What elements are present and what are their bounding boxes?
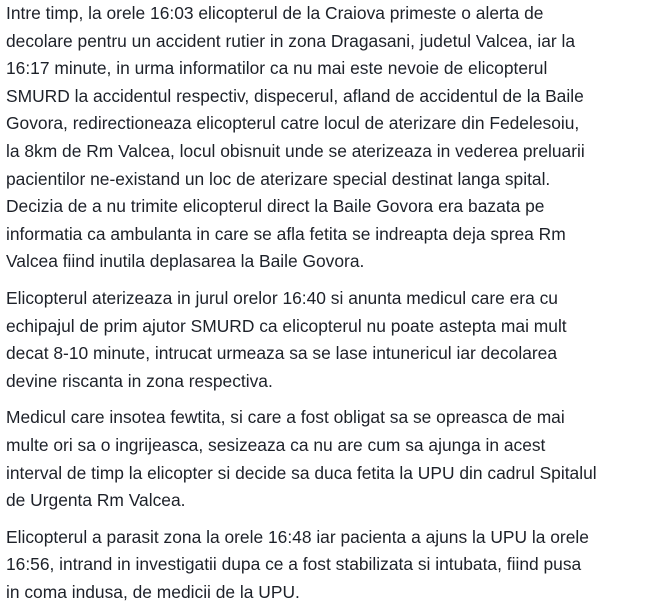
paragraph-line: interval de timp la elicopter si decide sa duca fetita la UPU din cadrul Spitalul (6, 462, 597, 483)
paragraph-line: Elicopterul aterizeaza in jurul orelor 16:40 si anunta medicul care era cu (6, 287, 558, 308)
paragraph-line: Elicopterul a parasit zona la orele 16:48 iar pacienta a ajuns la UPU la orele (6, 526, 589, 547)
paragraph-line: Govora, redirectioneaza elicopterul catre locul de aterizare din Fedelesoiu, (6, 113, 580, 134)
paragraph-line: decolare pentru un accident rutier in zona Dragasani, judetul Valcea, iar la (6, 30, 576, 51)
paragraph-3 (6, 404, 665, 514)
paragraph-2 (6, 285, 665, 395)
paragraph-line: echipajul de prim ajutor SMURD ca elicopterul nu poate astepta mai mult (6, 315, 567, 336)
paragraph-line: 16:56, intrand in investigatii dupa ce a fost stabilizata si intubata, fiind pusa (6, 554, 582, 575)
paragraph-4 (6, 524, 665, 606)
paragraph-line: SMURD la accidentul respectiv, dispecerul, afland de accidentul de la Baile (6, 85, 584, 106)
paragraph-line: multe ori sa o ingrijeasca, sesizeaza ca nu are cum sa ajunga in acest (6, 434, 546, 455)
paragraph-line: Medicul care insotea fewtita, si care a fost obligat sa se opreasca de mai (6, 407, 565, 428)
paragraph-line: la 8km de Rm Valcea, locul obisnuit unde se aterizeaza in vederea preluarii (6, 140, 585, 161)
paragraph-line: informatia ca ambulanta in care se afla fetita se indreapta deja sprea Rm (6, 223, 566, 244)
paragraph-1 (6, 0, 665, 276)
paragraph-line: Decizia de a nu trimite elicopterul direct la Baile Govora era bazata pe (6, 196, 545, 217)
paragraph-line: 16:17 minute, in urma informatilor ca nu mai este nevoie de elicopterul (6, 58, 548, 79)
paragraph-line: devine riscanta in zona respectiva. (6, 370, 273, 391)
paragraph-line: de Urgenta Rm Valcea. (6, 490, 186, 511)
paragraph-line: Valcea fiind inutila deplasarea la Baile Govora. (6, 251, 365, 272)
paragraph-line: decat 8-10 minute, intrucat urmeaza sa se lase intunericul iar decolarea (6, 343, 557, 364)
paragraph-line: Intre timp, la orele 16:03 elicopterul de la Craiova primeste o alerta de (6, 3, 544, 23)
paragraph-line: in coma indusa, de medicii de la UPU. (6, 581, 300, 602)
paragraph-line: pacientilor ne-existand un loc de aterizare special destinat langa spital. (6, 168, 551, 189)
